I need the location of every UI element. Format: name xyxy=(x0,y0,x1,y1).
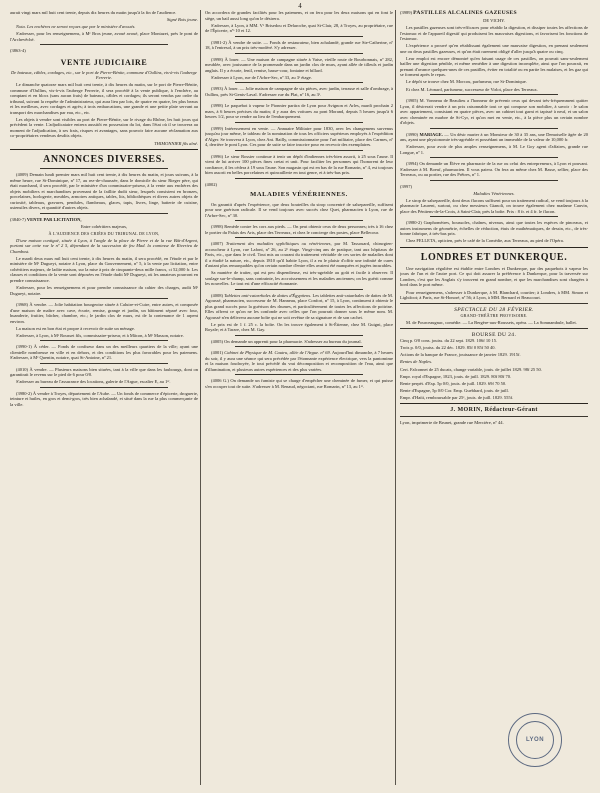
notice-body: S'adresser, pour avoir de plus amples renseignemens, à M. Le Goy agent d'affaires, grande rue Longue, nº 1. xyxy=(400,144,588,155)
notice-heading: MALADIES VÉNÉRIENNES. xyxy=(250,191,348,199)
notice-body: Le prix est de 1 f. 25 c. la boîte. On les trouve également à St-Étienne, chez M. Guigni, place Royale; et à Tarare, chez M. Gay. xyxy=(205,321,393,333)
notice-lead: (4002) xyxy=(205,181,217,187)
divider xyxy=(40,298,168,299)
divider xyxy=(40,168,168,169)
divider xyxy=(235,374,363,375)
notice-nota: Nota. Les enchères ne seront reçues que par le ministère d'avoués. xyxy=(16,24,136,30)
divider xyxy=(235,53,363,54)
notice-subheading: Entre cohéritiers majeurs, xyxy=(80,223,128,229)
divider xyxy=(235,150,363,151)
notice-body: (3990) MARIAGE. — Un désir marier à un Monsieur de 30 à 35 ans, une Demoiselle âgée de 20 ans, ayant une physionomie très-agréable et possédant un immeuble de la valeur de 10,000 fr. xyxy=(400,131,588,143)
notice-body: (3998) À louer. — Une maison de campagne située à Vaise, vieille route de Bourbonnais, nº 282, meublée, avec jouissance de la promenade dans un jardin clos de murs, ayant allée de tilleuls et jardin anglais. Il y a écurie, fenil, remise, basse-cour, fontaine et billard. xyxy=(205,56,393,73)
divider xyxy=(235,237,363,238)
spectacle-heading: SPECTACLE DU 28 FÉVRIER. xyxy=(454,306,534,313)
notice-heading: VENTE JUDICIAIRE xyxy=(60,57,148,67)
notice-body: S'adresser, pour les renseignemens et pour prendre connaissance du cahier des charges, audit Mᵉ Dugueyt, notaire. xyxy=(10,285,198,296)
divider xyxy=(235,220,363,221)
notice-body: (3968) À vendre. — Jolie habitation bourgeoise située à Caluire-et-Cuire, entre autres, et composée d'une maison de maître avec cave, écurie, remise, grange et jardin, un bâtiment séparé avec four, buanderie, fruitier, bûcher, chambre, etc.; le jardin clos de murs, est de la contenance de 1 arpent environ. xyxy=(10,302,198,324)
notice-subheading: DE VICHY. xyxy=(483,18,505,24)
section-heading-annonces: ANNONCES DIVERSES. xyxy=(43,154,165,166)
notice-description: D'une maison contiguë, située à Lyon, à l'angle de la place de Pierre et de la rue Bât-d'Argent, portant sur cette rue le nº 2 5, dépendant de la succession de feu Mad. la comtesse de Riverieu de Chambost. xyxy=(10,237,198,254)
bourse-line: Rentes de Naples. xyxy=(400,359,433,365)
notice-body: (3994) On demande un Élève en pharmacie de la rue ou celui des entrepreneurs, à Lyon et pouvant. S'adresser à M. Boeuf, pharmacien. Il vous paiera. On fera au même chez M. Basse, sellier, place des Terreaux, ou au portier, rue des Prêtres, nº 1. xyxy=(400,161,588,178)
column-left xyxy=(10,10,198,790)
notice-signature: THIMONNIER fils aîné. xyxy=(154,140,198,146)
notice-body: (3990-1) À céder. — Fonds de confiseur dans un des meilleurs quartiers de la ville; ayant une clientelle nombreuse en ville et en dehors, et des conditions les plus favorables pour les paiemens. S'adresser, à Mᵉ Quentin, notaire, quai St-Antoine, nº 21. xyxy=(10,344,198,361)
divider xyxy=(235,178,363,179)
editor-line: J. MORIN, Rédacteur-Gérant xyxy=(450,407,538,414)
spectacle-subheading: GRAND-THÉÂTRE PROVISOIRE. xyxy=(460,313,528,319)
notice-body: (4001) Cabinet de Physique de M. Cautru, allée de l'Argue. nº 69. Aujourd'hui dimanche, à 7 heures du soir, il y aura une séance qui sera précédée par l'étonnante expérience électrique, vers la pantomime et la maison foudroyée, le tout précédé du vrai décomposition et recomposition de l'eau, ainsi que d'illumination, et plusieurs autres expériences et des plus variées. xyxy=(205,350,393,372)
notice-subheading: De bateaux, câbles, cordages, etc., sur le port de Pierre-Bénite, commune d'Oullins, vis-à-vis l'auberge Ferrerie. xyxy=(11,69,197,81)
notice-body: (4005) On demande un apprenti pour la pharmacie. S'adresser au bureau du journal. xyxy=(211,338,362,344)
notice-body: S'adresser au bureau de l'assurance des locations, galerie de l'Argue, escalier E, au 1ᵉʳ. xyxy=(16,379,171,385)
bourse-line: Empr. royal d'Espagne, 1823, jouis. de juill. 1829. 80f 80f 70. xyxy=(400,373,512,379)
bourse-heading: BOURSE DU 24. xyxy=(471,331,517,338)
divider xyxy=(40,387,168,388)
bourse-line: Empr. d'Haïti, remboursable par 25ᵉ, jouis. de juill. 1829. 555f. xyxy=(400,394,514,400)
page-number: 4 xyxy=(298,2,302,10)
divider xyxy=(40,213,168,214)
divider xyxy=(235,82,363,83)
notice-body: (4009) Demain lundi premier mars mil huit cent trente, à dix heures du matin, et jours suivans, à la même heure, rue St-Dominique, nº 17, au rez-de-chaussée, dans le domicile du sieur Rieger père, qui était marchand, il sera procédé, par le ministère d'un commissaire-priseur, à la vente aux enchères des objets mobiliers et marchandises provenant de la faillite dudit sieur, lesquels consistent en bronzes, porcelaines, horlogerie, meubles, armoires antiques, tables, lits, bibliothèques et divers autres objets de curiosité, tableaux, gravures, pendules, flambeaux, glaces, tapis, livres, linge, batterie de cuisine, ustensiles divers, et quantité d'autres objets. xyxy=(10,172,198,211)
notice-body: Leur emploi est encore démontré qu'en faisant usage de ces pastilles, on pouvait sans-seulement bailler une digestion pénible, et même remédier à une digestion incomplète, ainsi que l'on pourrait, en prenant d'avance quelques-unes de ces pastilles, éviter en totalité ou en partie les malaises, et les gaz qui se forment après le repas. xyxy=(400,55,588,78)
column-right xyxy=(400,10,588,790)
divider xyxy=(430,128,558,129)
double-divider xyxy=(10,149,198,150)
notice-body: (3905) M. Vonneau de Beaulieu a l'honneur de prévenir ceux qui devant très-fréquemment quitter Lyon, il désirerait vendre à un prix raisonnable tout ce qui compose son mobilier, à savoir : le salon avec appartement, consistant en quatre pièces, avec un cabinet tout garni et tapissé à neuf, et un salon avec cheminée en marbre de St-Cyr, et qu'on met en vente, etc., à la pièce plus un certain nombre d'objets. xyxy=(400,98,588,126)
notice-lead: (3840-7) VENTE PAR LICITATION, xyxy=(10,216,82,222)
spectacle-body: M. de Pourceaugnac, comédie. — La Bergère-aux-Roussets, opéra. — La Somnambule, ballet. xyxy=(406,320,577,326)
notice-body: Pour renseignemens, s'adresser à Dunkerque, à M. Blanchard, courtier; à Londres, à MM. Simon et Lightfoot; à Paris, rue St-Honoré, nº 56; à Lyon, à MM. Bernard et Beaucourt. xyxy=(400,289,588,301)
column-middle xyxy=(205,10,393,790)
notice-lead: (3997) xyxy=(400,183,412,189)
notice-subheading: À L'AUDIENCE DES CRIÉES DU TRIBUNAL DE LYON, xyxy=(48,230,160,236)
divider xyxy=(40,44,168,45)
imprint-line: Lyon, imprimerie de Brunet, grande rue Mercière, nº 44. xyxy=(400,420,504,426)
notice-body: (3980-2) À vendre à Troyes, département de l'Aube. — Un fonds de commerce d'épicerie, droguerie, teinture et huiles, en gros et demi-gros, très bien achalandé, et situé dans la rue la plus commerçante de la ville. xyxy=(10,390,198,407)
notice-body: (3981-2) À vendre de suite. — Fonds de restaurateur, bien achalandé, grande rue Ste-Catherine, nº 18, à l'entresol, à un prix très-modéré. S'y adresser. xyxy=(205,39,393,51)
notice-body: (3998) Le paquebot à vapeur le Pionnier partira de Lyon pour Avignon et Arles, mardi prochain 2 mars, à 6 heures précises du matin; il y aura des voitures au pont Morand, depuis 5 heures jusqu'à 6 heures 1/2, pour se rendre au lieu de l'embarquement. xyxy=(205,103,393,120)
divider xyxy=(430,157,558,158)
divider xyxy=(40,363,168,364)
notice-lead: (3989) PASTILLES ALCALINES GAZEUSES xyxy=(400,10,517,16)
notice-body: (4010) À vendre. — Plusieurs maisons bien situées, tant à la ville que dans les faubourgs, dont on garantirait le revenu sur le pied de 6 pour 0/0. xyxy=(10,366,198,378)
notice-body: (3996) Le sieur Rossier continue à tenir un dépôt d'indiennes très-bien assorti, à 25 sous l'aune. Il vient de lui arriver 100 pièces fines cretat et unit. Pour faciliter les personnes qui l'honorent de leur confiance, il les cédera à 19 sous l'aune. Son magasin qui est en bas de la rue Romarin, nº 4, est toujours bien assorti en belles porcelaines et quincaillerie en tout genre, et à très-bas prix. xyxy=(205,153,393,176)
notice-heading: Maladies Vénériennes. xyxy=(473,190,515,196)
notice-body: Le dépôt se trouve chez M. Morcou, parfumeur, rue St-Dominique. xyxy=(406,79,527,85)
double-divider xyxy=(400,247,588,248)
notice-body: (4008) Tablettes anti-catarrhales de dattes d'Égyptiens. Les tablettes anti-catarrhales de dattes de M. Agoussé, pharmacien, successeur de M. Hanneau, place Confort, nº 15, à Lyon, continuent à obtenir le plus grand succès pour la guérison des rhumes, et particulièrement de toutes les affections de poitrine. Elles offrent ce qu'on ne les confonde avec celles que l'on pourrait donner sous le même nom. M. Agoussé n'en délivrera aucune boîte qui ne soit revêtue de sa signature et de son cachet. xyxy=(205,292,393,320)
notice-body: Le mardi deux mars mil huit cent trente, à dix heures du matin, il sera procédé, en l'étude et par le ministère de Mᵉ Dugueyt, notaire à Lyon, place du Gouvernement, nº 5, à la vente par licitation, entre cohéritiers majeurs, de ladite maison, sur la mise à prix de cinquante-deux mille francs, ci 52,000 fr. Les clauses et conditions de la vente sont déposées en l'étude dudit Mᵉ Dugueyt, où les amateurs pourront en prendre connaissance. xyxy=(10,255,198,283)
divider xyxy=(235,289,363,290)
notice-body: (4007) Traitement des maladies syphilitiques ou vénériennes, par M. Tassouard, chirurgien-accoucheur à Lyon, rue Lafont, nº 26, au 2ᵉ étage. Vingt-cinq ans de pratique, tant aux hôpitaux de Paris, etc., que dans le civil. Tout mis au courant du traitement véritable de ces sortes de maladies dont il a étudié la nature, etc., depuis 1810 qu'il habite Lyon, il a eu le plaisir d'offrir une infinité de cures d'autant plus remarquables qu'on certain nombre d'entre elles avaient été manquées et jugées incurables. xyxy=(205,241,393,269)
bourse-line: Rente d'Espagne, 5p 0/0 Cor. Emp. Guebhard, jouis. de juill. xyxy=(400,387,509,393)
bourse-line: Cert. Falconnet de 25 ducats, change variable, jouis. de juillet 1829. 98f 25 50. xyxy=(400,366,542,372)
notice-body: Une navigation régulière est établie entre Londres et Dunkerque, par des paquebots à vapeur les jours de l'un et de l'autre port. Ce qui doit assurer la préférence à Dunkerque, pour la traversée sur Londres, c'est que les Anglais s'y trouvent en grand nombre, et que les marchandises sont chargées à bord dans le port même. xyxy=(400,265,588,288)
notice-body: (4006 G.) On demande un fumiste qui se charge d'empêcher une cheminée de fumer, et qui puisse s'en occuper tout de suite. S'adresser à M. Renaud, négociant, rue Romarin, nº 13, au 1ᵉʳ. xyxy=(205,378,393,389)
divider xyxy=(430,180,558,181)
notice-address: S'adresser, pour les renseignemens, à Mᵉ Bros jeune, avoué avoué, place Montazet, près le pont de l'Archevêché. xyxy=(10,31,198,42)
divider xyxy=(235,99,363,100)
notice-body: Le sirop de salsepareille, dont deux flacons suffisent pour un traitement radical, se vend toujours à la pharmacie Laurent, surtout, ou chez messieurs Gianoli, on trouve également chez madame Cauvin, place des Pénitens-de-la-Croix, à Saint-Clair, près la boîte. Prix : 8 fr. et 4 fr. le flacon. xyxy=(400,197,588,214)
notice-body: S'adresser, à Lyon, à Mᵉ Rousset fils, commissaire-priseur, et à Mâcon, à Mᵉ Masson, notaire. xyxy=(16,332,184,338)
notice-body: L'expérience a prouvé qu'en rétablissant également une mauvaise digestion, en prenant seulement une ou deux pastilles gazeuses, et qu'on était rarement obligé d'aller jusqu'à quatre ou cinq. xyxy=(400,43,588,54)
divider xyxy=(430,94,558,95)
column-divider xyxy=(200,10,201,785)
notice-lead: (3863-4) xyxy=(10,48,26,54)
divider xyxy=(235,335,363,336)
notice-body: Sa manière de traiter, qui est peu dispendieuse, est très-agréable au goût et facile à observer. Il soulage sur-le-champ, sans contrainte, les accroissemens et les maladies anciennes; on les guérit comme les nouvelles. Le tout est d'une efficacité étonnante. xyxy=(205,270,393,287)
library-stamp xyxy=(508,713,562,767)
notice-signature: Signé Bois jeune. xyxy=(166,17,198,23)
divider xyxy=(235,36,363,37)
column-divider xyxy=(395,10,396,785)
notice-body: Les pastilles gazeuses sont très-efficaces pour rétablir la digestion, et dissiper toutes les affections de l'estomac et de l'appareil digestif qui produisent les mauvaises digestions, et favorisent les fonctions de l'estomac. xyxy=(400,25,588,42)
bourse-line: Cinq p. 0/0 cons. jouiss. du 22 sept. 1829. 106f 10 15. xyxy=(400,338,498,344)
double-divider xyxy=(400,403,588,404)
section-heading-londres: LONDRES ET DUNKERQUE. xyxy=(420,251,568,263)
notice-address: S'adresser, à Lyon, à MM. Vᵉ Brisedou et Delarocbe, quai St-Clair, 28, à Troyes, au propriétaire, rue de l'Épicerie, nºˢ 10 et 12. xyxy=(205,22,393,34)
notice-text: On accordera de grandes facilités pour les paiemens, et on fera pour les deux maisons qui en font le siège, un bail aussi long qu'on le désirera. xyxy=(205,10,393,21)
notice-body: Chez FELLETA, opticien, près le café de la Comédie, aux Terreaux, au pied de l'Opéra. xyxy=(406,238,564,244)
divider xyxy=(400,328,588,329)
divider xyxy=(400,416,588,417)
notice-body: (3998) Remède contre les cors aux pieds. — On peut obtenir ceux de deux personnes; très à 16 chez le portier du Palais des Arts, place des Terreaux, et chez le concierge des postes, place Bellecour. xyxy=(205,224,393,235)
divider xyxy=(235,122,363,123)
notice-body: La maison est en bon état et propre à recevoir de suite un ménage. xyxy=(16,325,135,331)
notice-body: Le dimanche quatorze mars mil huit cent trente, à dix heures du matin, sur le port de Pierre-Bénite, commune d'Oullins, vis-à-vis l'auberge Ferrerie, il sera procédé à la vente publique, à l'enchère, au comptant et en blocs (sans aucun frais) de bateaux, câbles et cordages; ils seront vendus par ordre du tribunal, suivant la requête de l'administrateur, qui aura lieu par lots, de quatre en quatre, les plus beaux et les meilleurs, avec cordages et agrès; à trois embarcations, une grande et une petite plate servant au transport des marchandises par eau, etc., etc. xyxy=(10,82,198,115)
bourse-line: Rente perpét. d'Esp. 5p 0/0, jouis. de juill. 1829. 69f 70 50. xyxy=(400,380,507,386)
notice-body: (3999) Intéressement en vente. — Annuaire Militaire pour 1830, avec les changemens survenus jusqu'au jour même, le tableau de la nomination de tous les officiers supérieurs employés à l'expédition d'Alger. Se trouvera à Lyon, chez Ant. Bailly, commissionnaire pour l'art militaire, place des Carmes, nº 4, derrière le pont Lyon. Ces pour de suite se faire inscrire pour en recevoir des exemplaires. xyxy=(205,125,393,148)
notice-body: Et chez M. Léonard, parfumeur, successeur de Virlot, place des Terreaux. xyxy=(406,86,538,92)
notice-body: (3993) À louer. — Jolie maison de campagne de six pièces, avec jardin, terrasse et salle d'ombrage, à Oullins, près St-Genis-Laval. S'adresser rue du Plat, nº 16, au 3ᵉ. xyxy=(205,86,393,97)
divider xyxy=(235,346,363,347)
divider xyxy=(40,340,168,341)
notice-body: S'adresser à Lyon, rue de l'Arbre-Sec, nº 33, au 3ᵉ étage. xyxy=(211,74,312,80)
divider xyxy=(400,303,588,304)
bourse-line: Trois p. 0/0, jouiss. du 22 déc. 1829. 85f 0 85f 50 40. xyxy=(400,345,496,351)
notice-text: aurait vingt mars mil huit cent trente, depuis dix heures du matin jusqu'à la fin de l'audience. xyxy=(10,10,177,15)
notice-body: (3980-2) Graphomètres, boussoles, chaînes, niveaux, ainsi que toutes les espèces de pinceaux, et autres instrumens de géométrie, échelles de réduction, étuis de mathématiques, de dessin, etc., de très-bonne fabrique, à très-bas prix. xyxy=(400,220,588,237)
bourse-line: Actions de la banque de France, jouissance de janvier 1829. 1915f. xyxy=(400,352,521,358)
notice-body: On garantit d'après l'expérience, que deux bouteilles du sirop concentré de salsepareille, suffisent pour une guérison radicale. Il se vend toujours avec succès chez Quet, pharmacien à Lyon, rue de l'Arbre-Sec, nº 30. xyxy=(205,201,393,218)
divider xyxy=(430,216,558,217)
notice-body: Les objets à vendre sont visibles au port de Pierre-Bénite, sur le rivage du Rhône, les huit jours qui précèdent la vente. L'adjudicataire entrera aussitôt en possession du lot, dans l'état où il se trouvera au moment de l'adjudication, à ses frais, risques et avantages, sans pouvoir faire aucune réclamation aux co-propriétaires vendeurs desdits objets. xyxy=(10,116,198,139)
stamp-inner: LYON xyxy=(516,721,554,759)
